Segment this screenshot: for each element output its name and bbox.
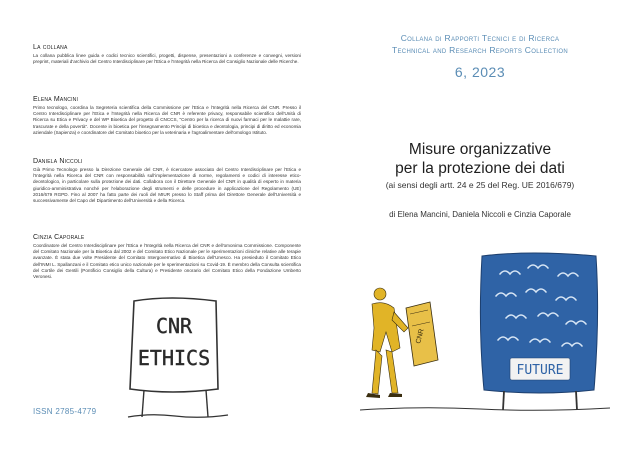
title-line-1: Misure organizzative	[408, 141, 552, 158]
issue-number: 6, 2023	[454, 64, 506, 80]
series-title-italian: Collana di Rapporti Tecnici e di Ricerca	[400, 33, 560, 43]
section-text: Già Primo Tecnologo presso la Direzione Generale del CNR, è ricercatore associato del Centro Interdisciplinare per l'Etica e l'Integrità nella Ricerca del CNR con responsabilità sull'implementazione di norme, regolamenti e codici di interesse etico-deontologico, in particolare sulla protezione dei dati. Collabora con il Direttore Generale del CNR in qualità di esperto in materia giuridico-amministrativa nonché per l'elaborazione degli strumenti e delle procedure in applicazione del Regolamento (UE) 2016/679 RGPD. Fino al 2007 ha fatto parte dei ruoli del MIUR presso lo Staff prima del Direttore Generale dell'Università e successivamente del Capo del Dipartimento dell'Università e della Ricerca.	[33, 167, 301, 204]
section-text: Coordinatore del Centro Interdisciplinare per l'Etica e l'Integrità nella Ricerca del CNR e dell'omonima Commissione. Componente del Comitato Nazionale per la Bioetica dal 2002 e del Comitato Etico Nazionale per le sperimentazioni cliniche relative alle terapie avanzate. È stata due volte Presidente del Comitato Intergovernativo di Bioetica dell'Unesco. Ha presieduto il Comitato Etico dell'INMI L. Spallanzani e il Comitato etico unico nazionale per le sperimentazioni su Covid-19. È membro della Consulta scientifica del Cortile dei Gentili (Pontificio Consiglio della Cultura) e Presidente onorario del Comitato Etico della Fondazione Umberto Veronesi.	[33, 243, 301, 280]
section-heading: La collana	[33, 44, 68, 51]
future-sign	[480, 253, 597, 410]
authors-line: di Elena Mancini, Daniela Niccoli e Cinzia Caporale	[389, 210, 571, 219]
section-text: La collana pubblica linee guida e codici tecnico scientifici, progetti, dispense, presentazioni a conferenze e convegni, versioni preprint, materiali d'archivio del Centro Interdisciplinare per l'Etica e l'Integrità nella Ricerca del Consiglio Nazionale delle Ricerche.	[33, 53, 301, 65]
front-cover	[320, 0, 640, 451]
section-heading: Daniela Niccoli	[33, 158, 83, 165]
series-title	[320, 32, 640, 56]
bio-cinzia-caporale	[33, 234, 301, 280]
person-figure	[366, 288, 408, 398]
section-text: Primo tecnologo, coordina la Segreteria scientifica della Commissione per l'Etica e l'Integrità nella Ricerca del CNR. Presso il Centro Interdisciplinare per l'Etica e l'Integrità nella Ricerca del CNR è referente privacy, responsabile scientifico dell'Unità di Ricerca su Etica e Privacy e del WP Bioetica del progetto di CNCCS, "Centro per la ricerca di nuovi farmaci per le malattie rare, trascurate e della povertà". Docente in bioetica per l'insegnamento Principi di bioetica e deontologia, principi di diritto ed economia aziendale (Sapienza) e coordinatore del Comitato bioetico per la veterinaria e l'agroalimentare dell'omologo Istituto.	[33, 105, 301, 135]
document-subtitle: (ai sensi degli artt. 24 e 25 del Reg. UE 2016/679)	[385, 180, 575, 190]
cnr-ethics-illustration	[120, 295, 235, 425]
sign-outline	[130, 298, 218, 392]
ethics-letters: ETHICS	[137, 346, 211, 370]
title-line-2: per la protezione dei dati	[395, 160, 565, 177]
series-description	[33, 44, 301, 65]
bio-elena-mancini	[33, 96, 301, 136]
future-label: FUTURE	[516, 363, 564, 378]
issn-number: ISSN 2785-4779	[33, 407, 97, 416]
section-heading: Elena Mancini	[33, 96, 79, 103]
future-illustration	[360, 248, 610, 418]
stone-label: CNR	[415, 328, 426, 345]
stone-tablet	[406, 302, 438, 366]
section-heading: Cinzia Caporale	[33, 234, 85, 241]
document-title	[320, 140, 640, 178]
series-title-english: Technical and Research Reports Collection	[392, 45, 568, 55]
bio-daniela-niccoli	[33, 158, 301, 204]
cnr-letters: CNR	[155, 314, 193, 338]
